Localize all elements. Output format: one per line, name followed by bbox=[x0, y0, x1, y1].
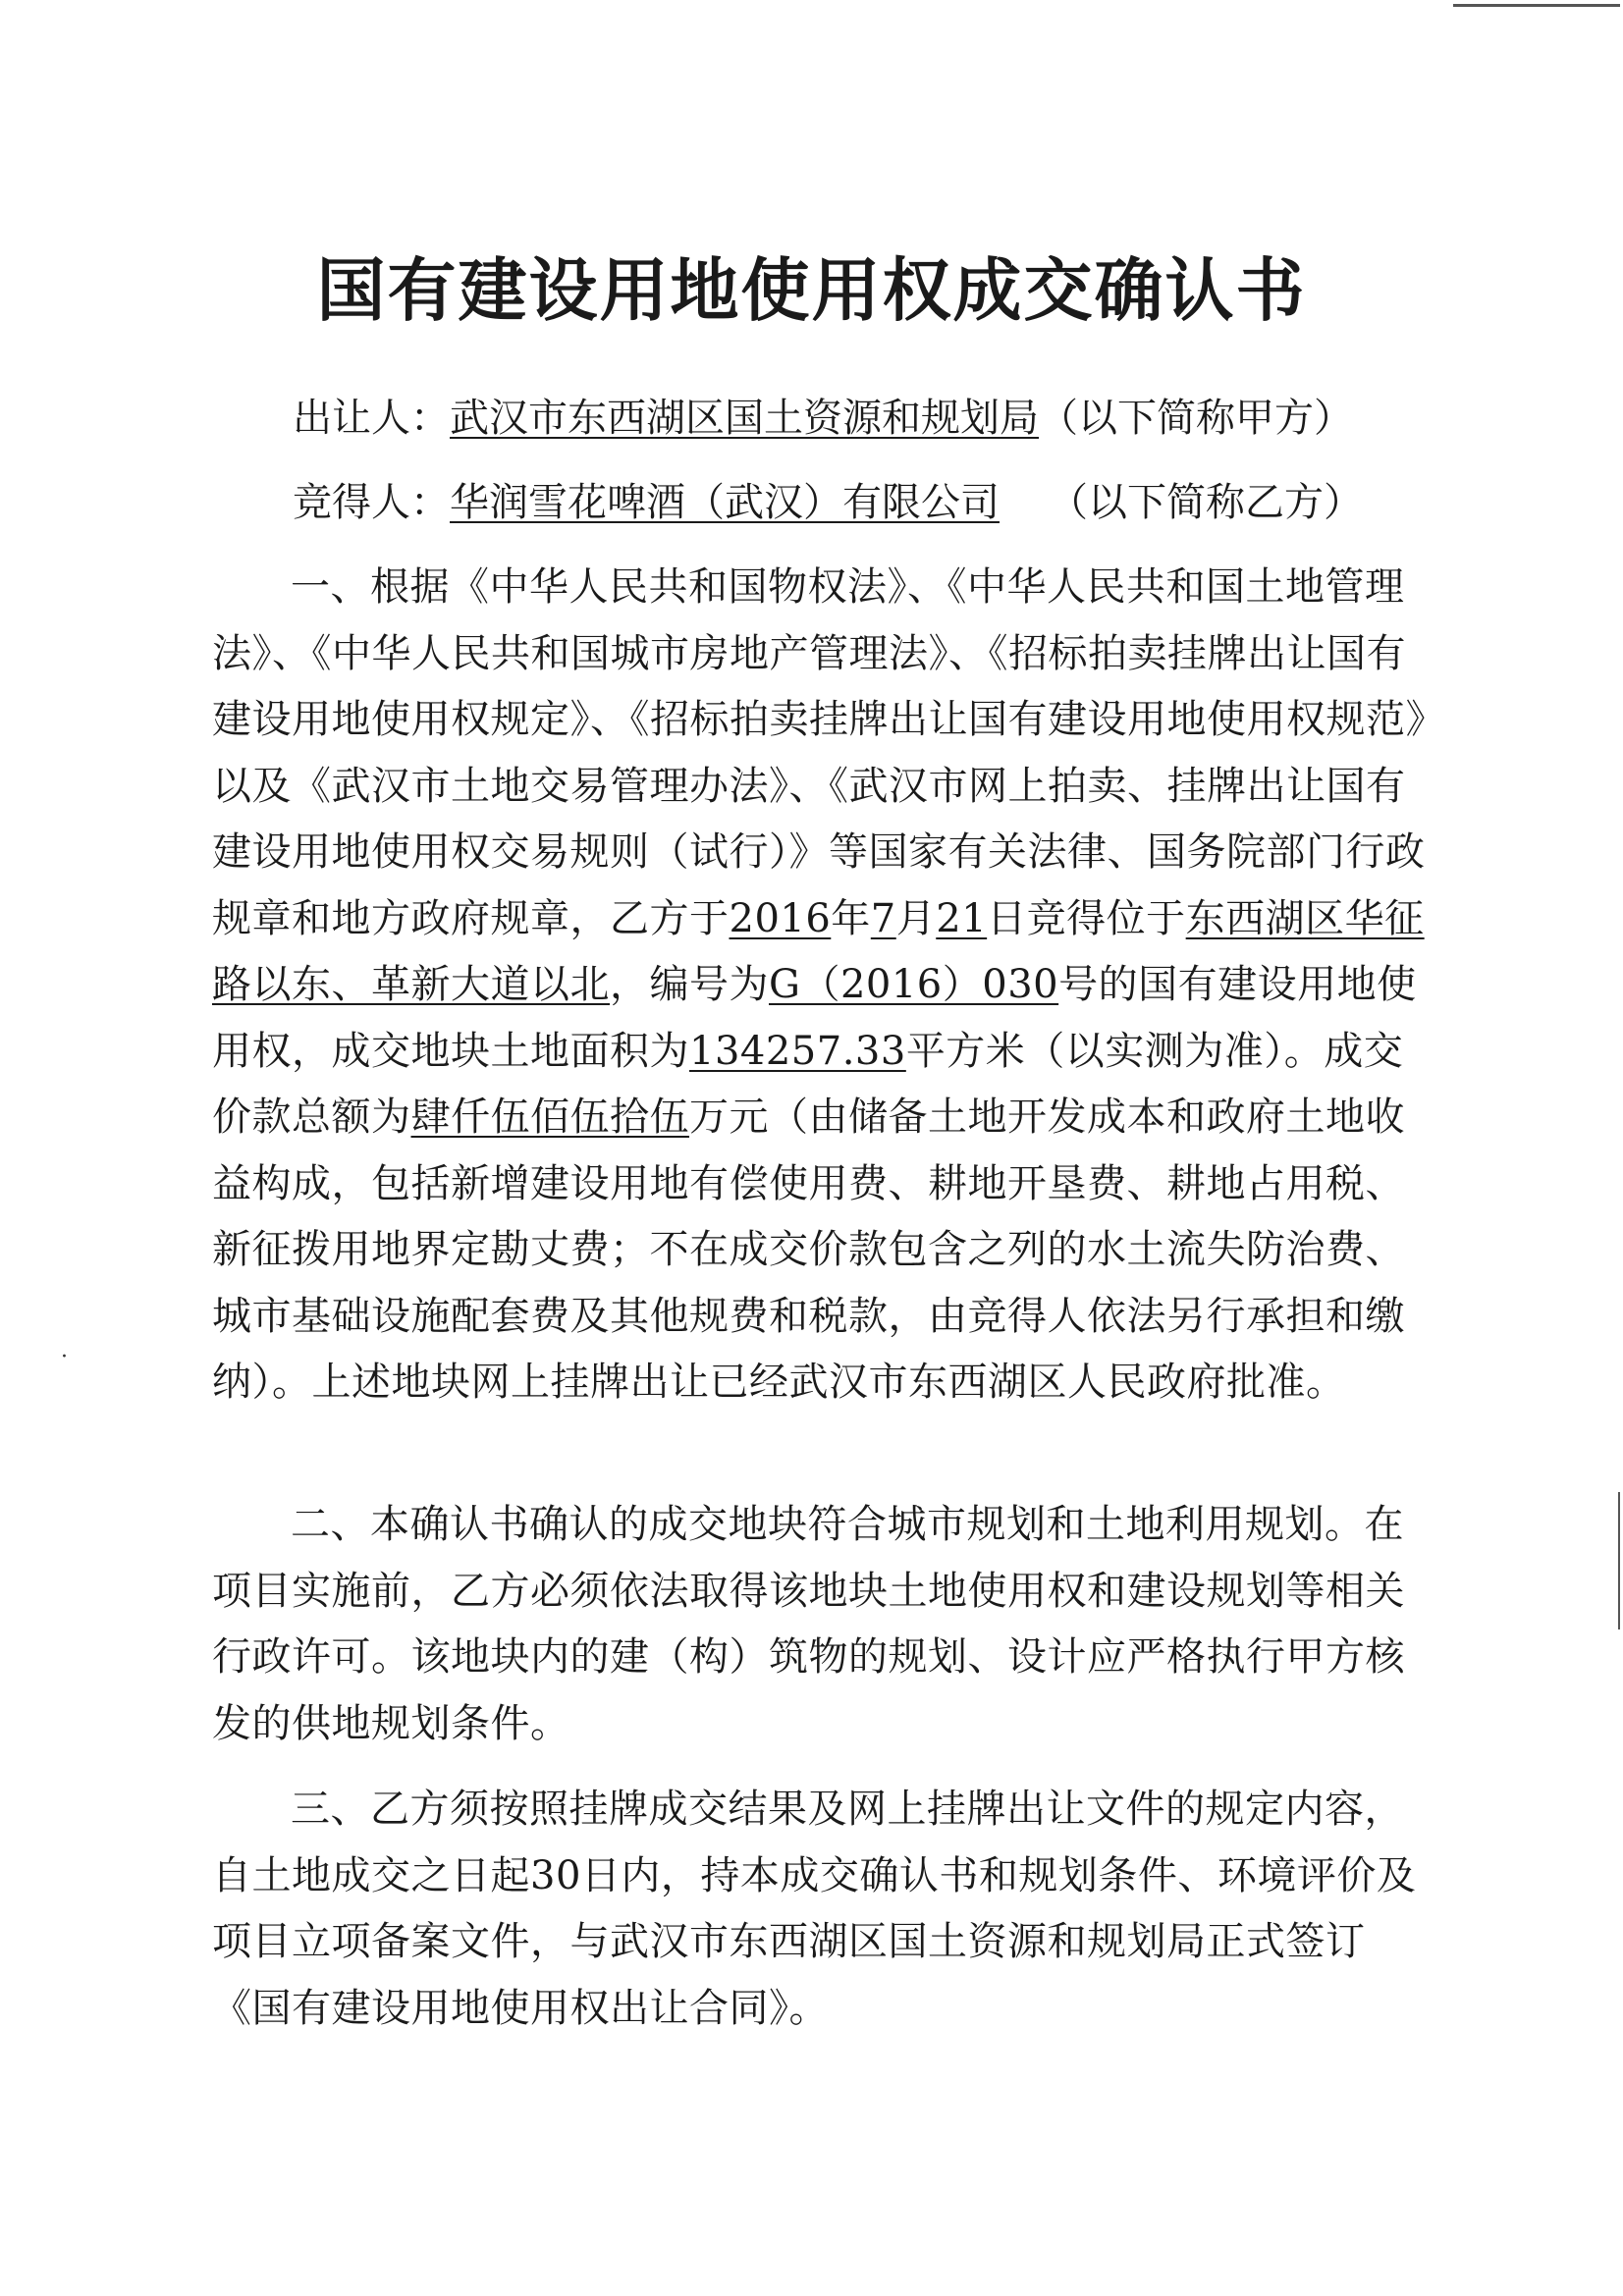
clause-1-text-b: 号的国有建设用地使用权，成交地块土地面积为 bbox=[212, 962, 1417, 1074]
deal-price: 肆仟伍佰伍拾伍 bbox=[410, 1095, 689, 1140]
winner-line bbox=[293, 475, 1363, 530]
transferor-suffix: （以下简称甲方） bbox=[1039, 396, 1353, 441]
deal-year: 2016 bbox=[729, 895, 832, 941]
winner-name: 华润雪花啤酒（武汉）有限公司 bbox=[450, 480, 1000, 525]
document-title: 国有建设用地使用权成交确认书 bbox=[316, 250, 1307, 331]
transferor-line bbox=[293, 391, 1353, 446]
clause-2: 二、本确认书确认的成交地块符合城市规划和土地利用规划。在项目实施前，乙方必须依法取得该地块土地使用权和建设规划等相关行政许可。该地块内的建（构）筑物的规划、设计应严格执行甲方核发的供地规划条件。 bbox=[212, 1502, 1405, 1746]
deal-month-unit: 月 bbox=[895, 895, 937, 941]
clause-1-text-c: 平方米（以实测为准）。成交价款总额为 bbox=[212, 1028, 1404, 1140]
deal-day-unit: 日竞得位于 bbox=[987, 895, 1186, 941]
winner-suffix: （以下简称乙方） bbox=[1049, 480, 1363, 525]
parcel-number: G（2016）030 bbox=[769, 962, 1059, 1007]
deal-month: 7 bbox=[870, 895, 896, 941]
clause-1-text-d: 万元（由储备土地开发成本和政府土地收益构成，包括新增建设用地有偿使用费、耕地开垦费、耕地占用税、新征拨用地界定勘丈费；不在成交价款包含之列的水土流失防治费、城市基础设施配套费及其他规费和税款，由竞得人依法另行承担和缴纳）。上述地块网上挂牌出让已经武汉市东西湖区人民政府批准。 bbox=[212, 1095, 1405, 1405]
parcel-area: 134257.33 bbox=[689, 1028, 906, 1074]
winner-label: 竞得人： bbox=[293, 480, 450, 525]
parcel-location: 东西湖区华征路以东、革新大道以北 bbox=[212, 895, 1425, 1007]
transferor-name: 武汉市东西湖区国土资源和规划局 bbox=[450, 396, 1039, 441]
parcel-number-prefix: ，编号为 bbox=[610, 962, 769, 1007]
scan-edge-top bbox=[1453, 4, 1620, 7]
clause-1 bbox=[212, 555, 1439, 1416]
scan-edge-right bbox=[1618, 1492, 1620, 1629]
deal-day: 21 bbox=[936, 895, 988, 941]
deal-year-unit: 年 bbox=[831, 895, 871, 941]
scan-speck: · bbox=[61, 1345, 68, 1369]
clause-1-text-a: 一、根据《中华人民共和国物权法》、《中华人民共和国土地管理法》、《中华人民共和国城市房地产管理法》、《招标拍卖挂牌出让国有建设用地使用权规定》、《招标拍卖挂牌出让国有建设用地使用权规范》以及《武汉市土地交易管理办法》、《武汉市网上拍卖、挂牌出让国有建设用地使用权交易规则（试行）》等国家有关法律、国务院部门行政规章和地方政府规章，乙方于 bbox=[212, 564, 1426, 941]
clause-3: 三、乙方须按照挂牌成交结果及网上挂牌出让文件的规定内容，自土地成交之日起30日内，持本成交确认书和规划条件、环境评价及项目立项备案文件，与武汉市东西湖区国土资源和规划局正式签订《国有建设用地使用权出让合同》。 bbox=[212, 1787, 1417, 2031]
transferor-label: 出让人： bbox=[293, 396, 450, 441]
